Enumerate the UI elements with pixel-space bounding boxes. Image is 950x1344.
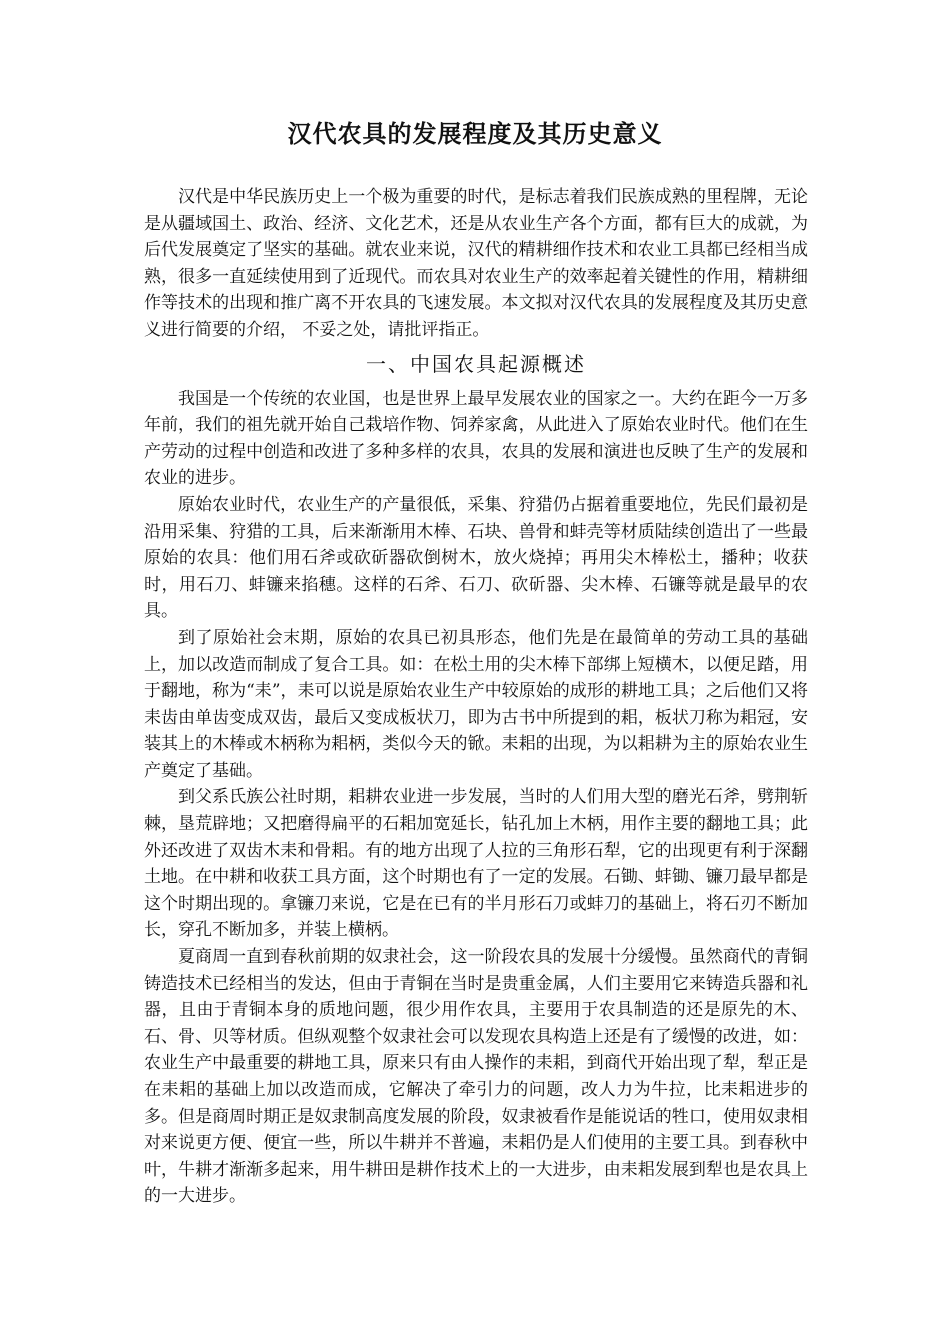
body-paragraph: 我国是一个传统的农业国，也是世界上最早发展农业的国家之一。大约在距今一万多年前，我们的祖先就开始自己栽培作物、饲养家禽，从此进入了原始农业时代。他们在生产劳动的过程中创造和改进了多种多样的农具，农具的发展和演进也反映了生产的发展和农业的进步。 (144, 388, 808, 489)
body-paragraph: 到了原始社会末期，原始的农具已初具形态，他们先是在最简单的劳动工具的基础上，加以改造而制成了复合工具。如：在松土用的尖木棒下部绑上短横木，以便足踏，用于翻地，称为“耒”，耒可以说是原始农业生产中较原始的成形的耕地工具；之后他们又将耒齿由单齿变成双齿，最后又变成板状刀，即为古书中所提到的耜，板状刀称为耜冠，安装其上的木棒或木柄称为耜柄，类似今天的锨。耒耜的出现，为以耜耕为主的原始农业生产奠定了基础。 (144, 627, 808, 781)
body-paragraph: 原始农业时代，农业生产的产量很低，采集、狩猎仍占据着重要地位，先民们最初是沿用采集、狩猎的工具，后来渐渐用木棒、石块、兽骨和蚌壳等材质陆续创造出了一些最原始的农具：他们用石斧或砍斫器砍倒树木，放火烧掉；再用尖木棒松土，播种；收获时，用石刀、蚌镰来掐穗。这样的石斧、石刀、砍斫器、尖木棒、石镰等就是最早的农具。 (144, 494, 808, 622)
intro-paragraph: 汉代是中华民族历史上一个极为重要的时代，是标志着我们民族成熟的里程牌，无论是从疆域国土、政治、经济、文化艺术，还是从农业生产各个方面，都有巨大的成就，为后代发展奠定了坚实的基础。就农业来说，汉代的精耕细作技术和农业工具都已经相当成熟，很多一直延续使用到了近现代。而农具对农业生产的效率起着关键性的作用，精耕细作等技术的出现和推广离不开农具的飞速发展。本文拟对汉代农具的发展程度及其历史意义进行简要的介绍， 不妥之处，请批评指正。 (144, 187, 808, 340)
body-paragraph: 夏商周一直到春秋前期的奴隶社会，这一阶段农具的发展十分缓慢。虽然商代的青铜铸造技术已经相当的发达，但由于青铜在当时是贵重金属，人们主要用它来铸造兵器和礼器，且由于青铜本身的质地问题，很少用作农具，主要用于农具制造的还是原先的木、石、骨、贝等材质。但纵观整个奴隶社会可以发现农具构造上还是有了缓慢的改进，如：农业生产中最重要的耕地工具，原来只有由人操作的耒耜，到商代开始出现了犁，犁正是在耒耜的基础上加以改造而成，它解决了牵引力的问题，改人力为牛拉，比耒耜进步的多。但是商周时期正是奴隶制高度发展的阶段，奴隶被看作是能说话的牲口，使用奴隶相对来说更方便、便宜一些，所以牛耕并不普遍，耒耜仍是人们使用的主要工具。到春秋中叶，牛耕才渐渐多起来，用牛耕田是耕作技术上的一大进步，由耒耜发展到犁也是农具上的一大进步。 (144, 947, 808, 1207)
section-heading: 一、中国农具起源概述 (366, 351, 586, 376)
document-title: 汉代农具的发展程度及其历史意义 (287, 119, 663, 148)
body-paragraph: 到父系氏族公社时期，耜耕农业进一步发展，当时的人们用大型的磨光石斧，劈荆斩棘，垦荒辟地；又把磨得扁平的石耜加宽延长，钻孔加上木柄，用作主要的翻地工具；此外还改进了双齿木耒和骨耜。有的地方出现了人拉的三角形石犁，它的出现更有利于深翻土地。在中耕和收获工具方面，这个时期也有了一定的发展。石锄、蚌锄、镰刀最早都是这个时期出现的。拿镰刀来说，它是在已有的半月形石刀或蚌刀的基础上，将石刃不断加长，穿孔不断加多，并装上横柄。 (144, 787, 808, 941)
document-body (144, 184, 808, 1210)
